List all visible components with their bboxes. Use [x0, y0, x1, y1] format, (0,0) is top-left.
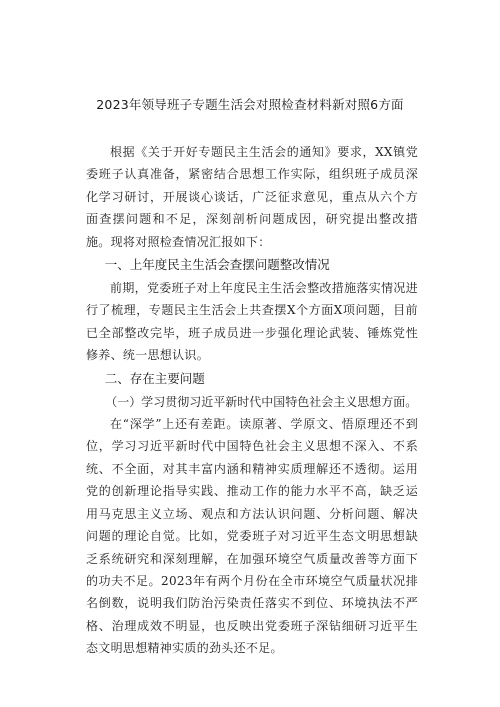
section-2-paragraph: 在“深学”上还有差距。读原著、学原文、悟原理还不到位，学习习近平新时代中国特色社会主义思想不深入、不系统、不全面，对其丰富内涵和精神实质理解还不透彻。运用党的创新理论指导实践、推动工作的能力水平不高，缺乏运用马克思主义立场、观点和方法认识问题、分析问题、解决问题的理论自觉。比如，党委班子对习近平生态文明思想缺乏系统研究和深刻理解，在加强环境空气质量改善等方面下的功夫不足。2023年有两个月份在全市环境空气质量状况排名倒数，说明我们防治污染责任落实不到位、环境执法不严格、治理成效不明显，也反映出党委班子深钻细研习近平生态文明思想精神实质的劲头还不足。 [86, 417, 418, 656]
section-1-heading: 一、上年度民主生活会查摆问题整改情况 [104, 257, 330, 273]
section-2-heading: 二、存在主要问题 [104, 370, 205, 386]
section-1-paragraph: 前期，党委班子对上年度民主生活会整改措施落实情况进行了梳理，专题民主生活会上共查摆X个方面X项问题，目前已全部整改完毕，班子成员进一步强化理论武装、锤炼党性修养、统一思想认识。 [86, 281, 418, 363]
intro-paragraph: 根据《关于开好专题民主生活会的通知》要求，XX镇党委班子认真准备，紧密结合思想工作实际，组织班子成员深化学习研讨，开展谈心谈话，广泛征求意见，重点从六个方面查摆问题和不足，深刻剖析问题成因，研究提出整改措施。现将对照检查情况汇报如下： [86, 145, 418, 249]
document-title: 2023年领导班子专题生活会对照检查材料新对照6方面 [96, 97, 404, 112]
document-body [86, 141, 418, 660]
section-2-subheading: （一）学习贯彻习近平新时代中国特色社会主义思想方面。 [105, 394, 418, 409]
